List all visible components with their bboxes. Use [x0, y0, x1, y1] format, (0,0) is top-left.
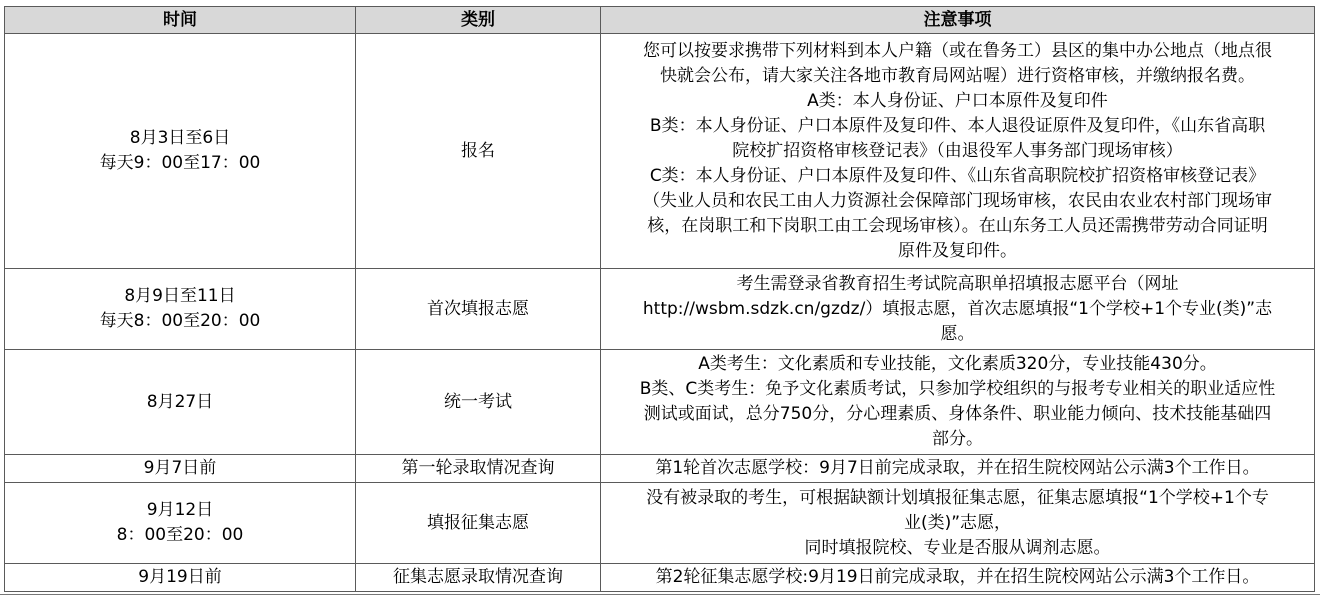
- table-row: [5, 483, 1315, 564]
- header-time: 时间: [5, 7, 356, 34]
- cell-notes: [601, 269, 1315, 350]
- table-row: [5, 269, 1315, 350]
- notes-line: 第2轮征集志愿学校:9月19日前完成录取，并在招生院校网站公示满3个工作日。: [655, 567, 1260, 587]
- notes-line: 考生需登录省教育招生考试院高职单招填报志愿平台（网址: [736, 273, 1179, 294]
- notes-line: http://wsbm.sdzk.cn/gzdz/）填报志愿，首次志愿填报“1个学校+1个专业(类)”志: [642, 298, 1273, 319]
- table-row: [5, 350, 1315, 455]
- cell-category: 报名: [356, 34, 601, 269]
- table-row: [5, 455, 1315, 483]
- cell-category: 统一考试: [356, 350, 601, 455]
- time-line: 8月27日: [146, 391, 214, 412]
- time-line: 每天8：00至20：00: [99, 311, 261, 331]
- cell-time: [5, 483, 356, 564]
- time-line: 9月19日前: [138, 567, 222, 587]
- notes-line: 没有被录取的考生，可根据缺额计划填报征集志愿，征集志愿填报“1个学校+1个专: [646, 487, 1269, 508]
- notes-line: 愿。: [940, 323, 975, 344]
- notes-line: 您可以按要求携带下列材料到本人户籍（或在鲁务工）县区的集中办公地点（地点很: [643, 40, 1272, 61]
- cell-category: 首次填报志愿: [356, 269, 601, 350]
- header-notes: 注意事项: [601, 7, 1315, 34]
- table-row: [5, 34, 1315, 269]
- notes-line: 第1轮首次志愿学校：9月7日前完成录取，并在招生院校网站公示满3个工作日。: [655, 458, 1260, 478]
- notes-line: 原件及复印件。: [898, 240, 1017, 261]
- cell-time: [5, 564, 356, 592]
- notes-line: A类考生：文化素质和专业技能，文化素质320分，专业技能430分。: [698, 354, 1217, 374]
- bottom-divider: [0, 594, 1320, 595]
- cell-notes: [601, 34, 1315, 269]
- notes-line: 同时填报院校、专业是否服从调剂志愿。: [804, 537, 1111, 558]
- header-category: 类别: [356, 7, 601, 34]
- table-row: [5, 564, 1315, 592]
- time-line: 8：00至20：00: [116, 525, 244, 545]
- notes-line: 测试或面试，总分750分，分心理素质、身体条件、职业能力倾向、技术技能基础四: [643, 404, 1272, 424]
- cell-notes: [601, 564, 1315, 592]
- admission-schedule-table: [4, 6, 1315, 592]
- notes-line: C类：本人身份证、户口本原件及复印件、《山东省高职院校扩招资格审核登记表》: [649, 165, 1266, 186]
- cell-notes: [601, 455, 1315, 483]
- notes-line: 业(类)”志愿，: [903, 512, 1012, 533]
- time-line: 8月3日至6日: [129, 128, 231, 148]
- cell-notes: [601, 483, 1315, 564]
- notes-line: 院校扩招资格审核登记表》（由退役军人事务部门现场审核）: [732, 140, 1183, 161]
- time-line: 9月7日前: [143, 458, 217, 478]
- cell-category: 征集志愿录取情况查询: [356, 564, 601, 592]
- notes-line: 快就会公布，请大家关注各地市教育局网站喔）进行资格审核，并缴纳报名费。: [660, 65, 1255, 86]
- cell-time: [5, 269, 356, 350]
- time-line: 9月12日: [146, 500, 214, 520]
- notes-line: （失业人员和农民工由人力资源社会保障部门现场审核，农民由农业农村部门现场审: [643, 190, 1272, 211]
- notes-line: 部分。: [932, 429, 983, 449]
- cell-time: [5, 350, 356, 455]
- notes-line: A类：本人身份证、户口本原件及复印件: [807, 90, 1108, 111]
- notes-line: B类：本人身份证、户口本原件及复印件、本人退役证原件及复印件，《山东省高职: [649, 115, 1266, 136]
- time-line: 8月9日至11日: [124, 286, 236, 306]
- cell-time: [5, 455, 356, 483]
- notes-line: 核，在岗职工和下岗职工由工会现场审核）。在山东务工人员还需携带劳动合同证明: [647, 215, 1268, 236]
- time-line: 每天9：00至17：00: [99, 153, 261, 173]
- notes-line: B类、C类考生：免予文化素质考试，只参加学校组织的与报考专业相关的职业适应性: [639, 379, 1276, 399]
- cell-category: 第一轮录取情况查询: [356, 455, 601, 483]
- cell-time: [5, 34, 356, 269]
- table-header-row: [5, 7, 1315, 34]
- cell-notes: [601, 350, 1315, 455]
- cell-category: 填报征集志愿: [356, 483, 601, 564]
